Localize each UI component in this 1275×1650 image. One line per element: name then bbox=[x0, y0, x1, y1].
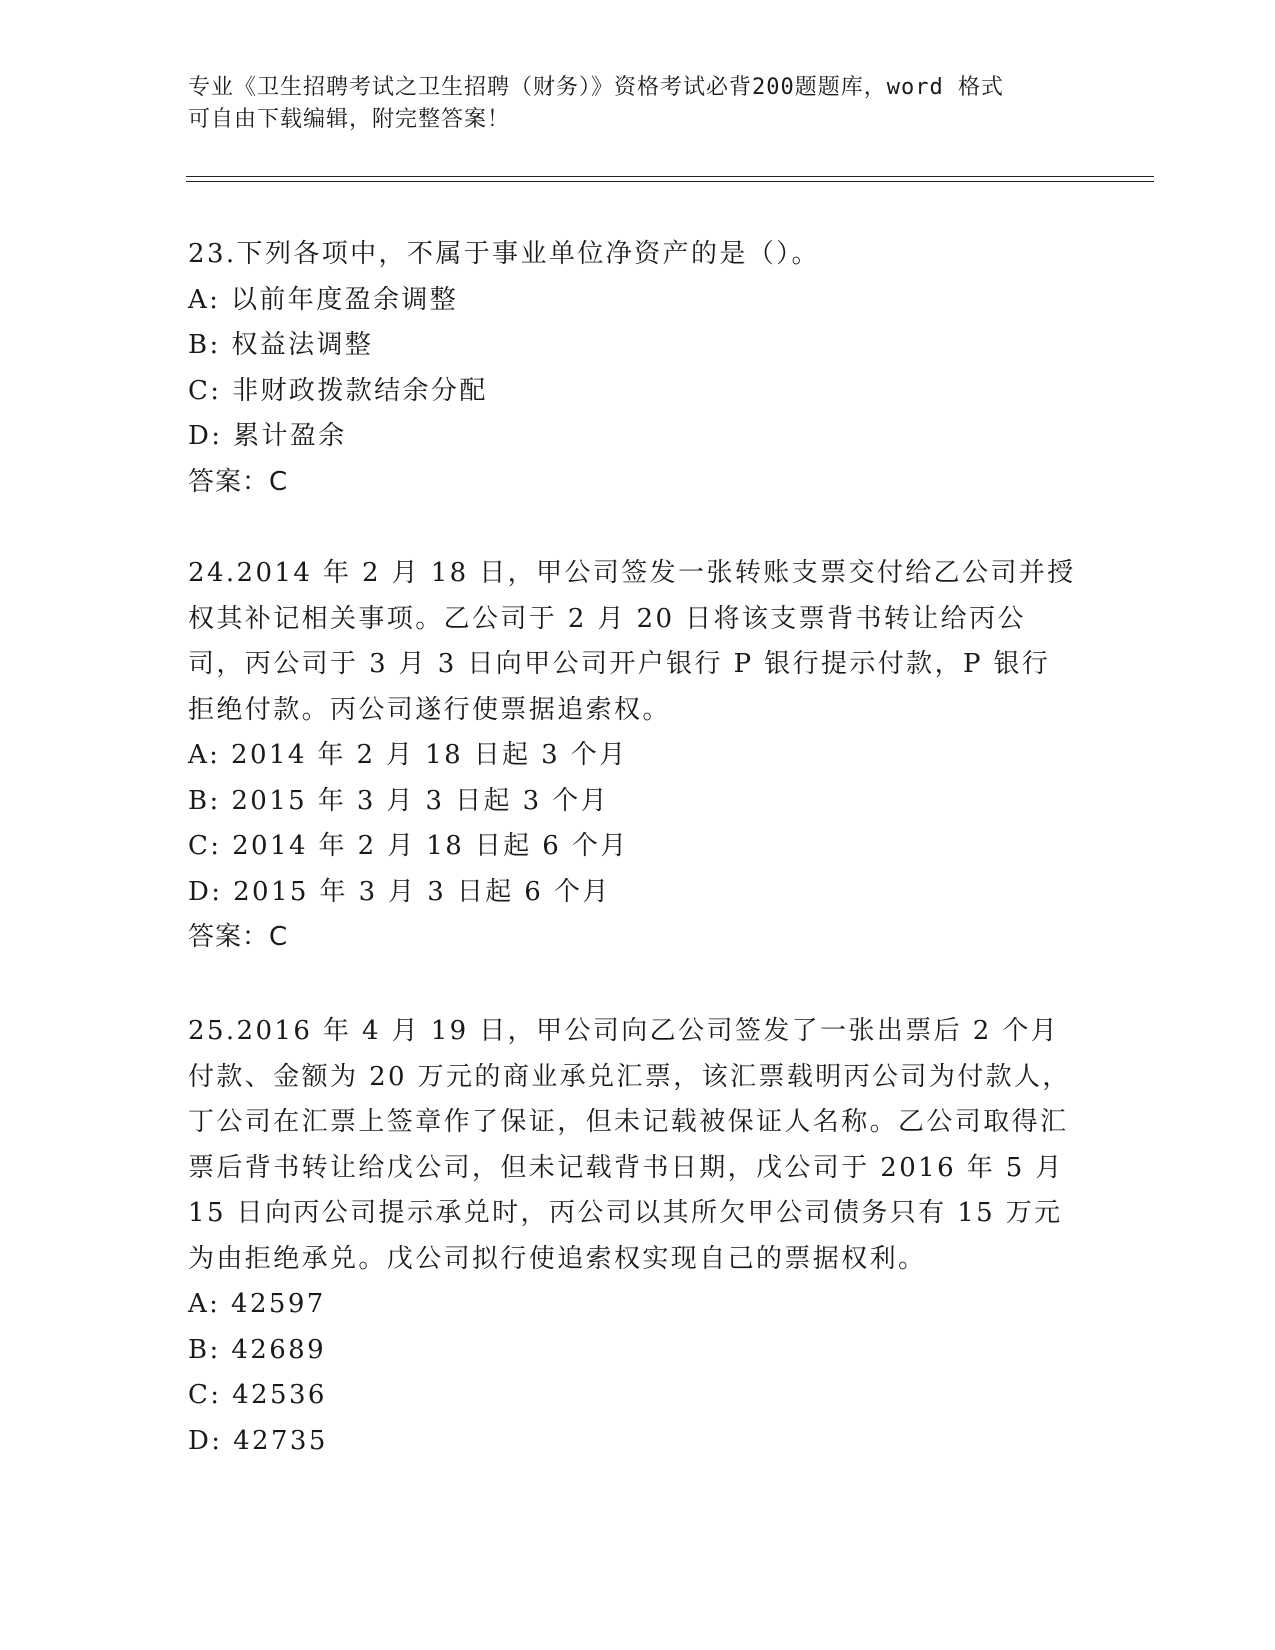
document-header bbox=[188, 72, 1068, 136]
question-stem: 23.下列各项中，不属于事业单位净资产的是（）。 bbox=[188, 239, 820, 269]
option-c: C: 2014 年 2 月 18 日起 6 个月 bbox=[188, 831, 629, 861]
header-divider-bottom bbox=[186, 181, 1154, 182]
header-divider-top bbox=[186, 176, 1154, 177]
option-c: C: 非财政拨款结余分配 bbox=[188, 375, 488, 406]
question-23 bbox=[188, 232, 1078, 505]
option-d: D: 2015 年 3 月 3 日起 6 个月 bbox=[188, 876, 611, 907]
option-a: A: 2014 年 2 月 18 日起 3 个月 bbox=[188, 740, 628, 770]
option-b: B: 42689 bbox=[188, 1334, 327, 1365]
header-line-1: 专业《卫生招聘考试之卫生招聘（财务）》资格考试必背200题题库，word 格式 bbox=[188, 75, 1004, 100]
header-line-2: 可自由下载编辑，附完整答案！ bbox=[188, 107, 511, 132]
option-a: A: 42597 bbox=[188, 1289, 326, 1319]
question-25 bbox=[188, 1009, 1078, 1464]
option-b: B: 2015 年 3 月 3 日起 3 个月 bbox=[188, 785, 609, 816]
question-24 bbox=[188, 551, 1078, 961]
option-b: B: 权益法调整 bbox=[188, 330, 374, 360]
option-d: D: 42735 bbox=[188, 1425, 328, 1456]
answer-line: 答案：C bbox=[188, 922, 289, 952]
option-c: C: 42536 bbox=[188, 1380, 327, 1410]
option-a: A: 以前年度盈余调整 bbox=[188, 284, 459, 315]
question-stem: 24.2014 年 2 月 18 日，甲公司签发一张转账支票交付给乙公司并授权其补记相关事项。乙公司于 2 月 20 日将该支票背书转让给丙公司，丙公司于 3 月 3 日向甲公司开户银行 P 银行提示付款，P 银行拒绝付款。丙公司遂行使票据追索权。 bbox=[188, 558, 1076, 725]
option-d: D: 累计盈余 bbox=[188, 421, 347, 451]
answer-line: 答案：C bbox=[188, 466, 289, 497]
question-stem: 25.2016 年 4 月 19 日，甲公司向乙公司签发了一张出票后 2 个月付款、金额为 20 万元的商业承兑汇票，该汇票载明丙公司为付款人，丁公司在汇票上签章作了保证，但未记载被保证人名称。乙公司取得汇票后背书转让给戊公司，但未记载背书日期，戊公司于 2016 年 5 月 15 日向丙公司提示承兑时，丙公司以其所欠甲公司债务只有 15 万元为由拒绝承兑。戊公司拟行使追索权实现自己的票据权利。 bbox=[188, 1016, 1071, 1274]
